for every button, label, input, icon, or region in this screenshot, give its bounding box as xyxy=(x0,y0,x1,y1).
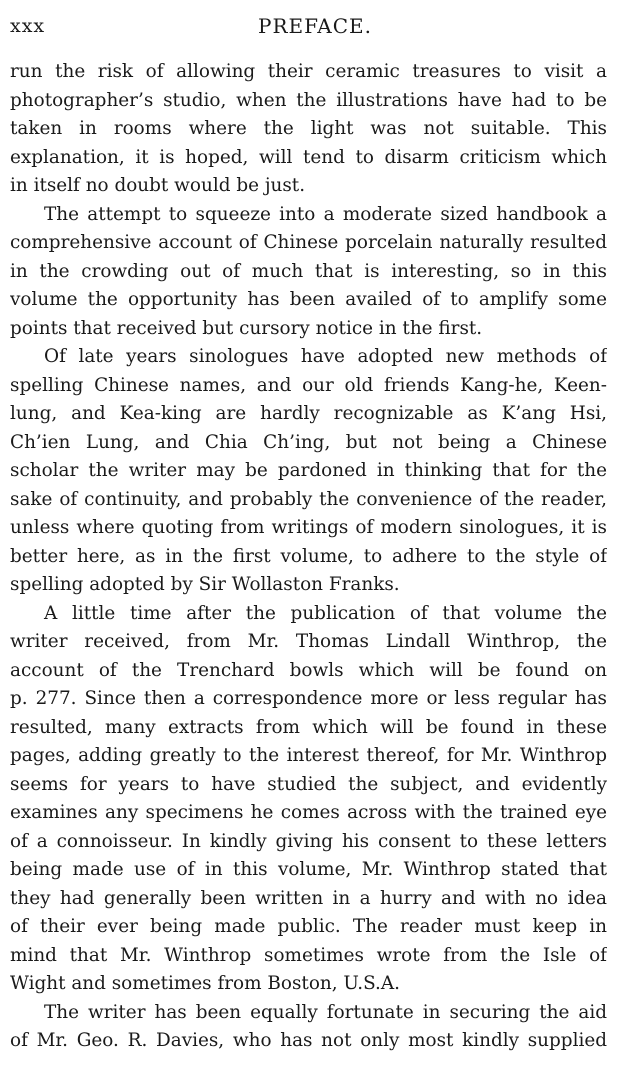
text-line: they had generally been written in a hurry and with no idea xyxy=(10,887,607,909)
text-line: volume the opportunity has been availed of to amplify some xyxy=(10,289,607,310)
text-line: explanation, it is hoped, will tend to disarm criticism which xyxy=(10,146,607,168)
text-line: The attempt to squeeze into a moderate sized handbook a xyxy=(44,203,607,225)
text-line: in the crowding out of much that is interesting, so in this xyxy=(10,260,607,282)
text-line: spelling adopted by Sir Wollaston Franks. xyxy=(10,574,400,595)
text-line: account of the Trenchard bowls which will be found on xyxy=(10,659,607,681)
running-head: PREFACE. xyxy=(258,14,372,38)
text-line: scholar the writer may be pardoned in thinking that for the xyxy=(10,460,607,481)
text-line: lung, and Kea-king are hardly recognizable as K’ang Hsi, xyxy=(10,403,607,424)
text-line: p. 277. Since then a correspondence more or less regular has xyxy=(10,688,607,709)
text-line: Ch’ien Lung, and Chia Ch’ing, but not being a Chinese xyxy=(10,431,607,453)
text-line: taken in rooms where the light was not suitable. This xyxy=(10,118,607,139)
text-line: sake of continuity, and probably the convenience of the reader, xyxy=(10,488,607,510)
text-line: in itself no doubt would be just. xyxy=(10,175,306,196)
text-line: unless where quoting from writings of modern sinologues, it is xyxy=(10,517,607,538)
text-line: run the risk of allowing their ceramic treasures to visit a xyxy=(10,61,607,82)
text-line: seems for years to have studied the subject, and evidently xyxy=(10,773,607,795)
text-line: pages, adding greatly to the interest thereof, for Mr. Winthrop xyxy=(10,745,607,766)
text-line: better here, as in the first volume, to adhere to the style of xyxy=(10,545,607,567)
text-line: examines any specimens he comes across with the trained eye xyxy=(10,802,607,823)
body-text xyxy=(10,58,607,1056)
text-line: Of late years sinologues have adopted new methods of xyxy=(44,346,607,367)
text-line: of a connoisseur. In kindly giving his consent to these letters xyxy=(10,830,607,852)
page-header xyxy=(10,14,610,38)
text-line: The writer has been equally fortunate in securing the aid xyxy=(44,1001,607,1023)
text-line: Wight and sometimes from Boston, U.S.A. xyxy=(10,973,401,994)
text-line: points that received but cursory notice in the first. xyxy=(10,317,483,339)
text-line: comprehensive account of Chinese porcelain naturally resulted xyxy=(10,232,607,253)
text-line: resulted, many extracts from which will be found in these xyxy=(10,716,607,738)
text-line: writer received, from Mr. Thomas Lindall Winthrop, the xyxy=(10,631,607,652)
text-line: of their ever being made public. The reader must keep in xyxy=(10,916,607,937)
text-line: of Mr. Geo. R. Davies, who has not only most kindly supplied xyxy=(10,1030,607,1051)
text-line: being made use of in this volume, Mr. Winthrop stated that xyxy=(10,859,607,880)
text-line: A little time after the publication of that volume the xyxy=(44,602,607,624)
text-line: mind that Mr. Winthrop sometimes wrote from the Isle of xyxy=(10,944,607,966)
page-number: xxx xyxy=(10,15,46,37)
text-line: photographer’s studio, when the illustrations have had to be xyxy=(10,89,607,111)
text-line: spelling Chinese names, and our old friends Kang-he, Keen- xyxy=(10,374,607,396)
